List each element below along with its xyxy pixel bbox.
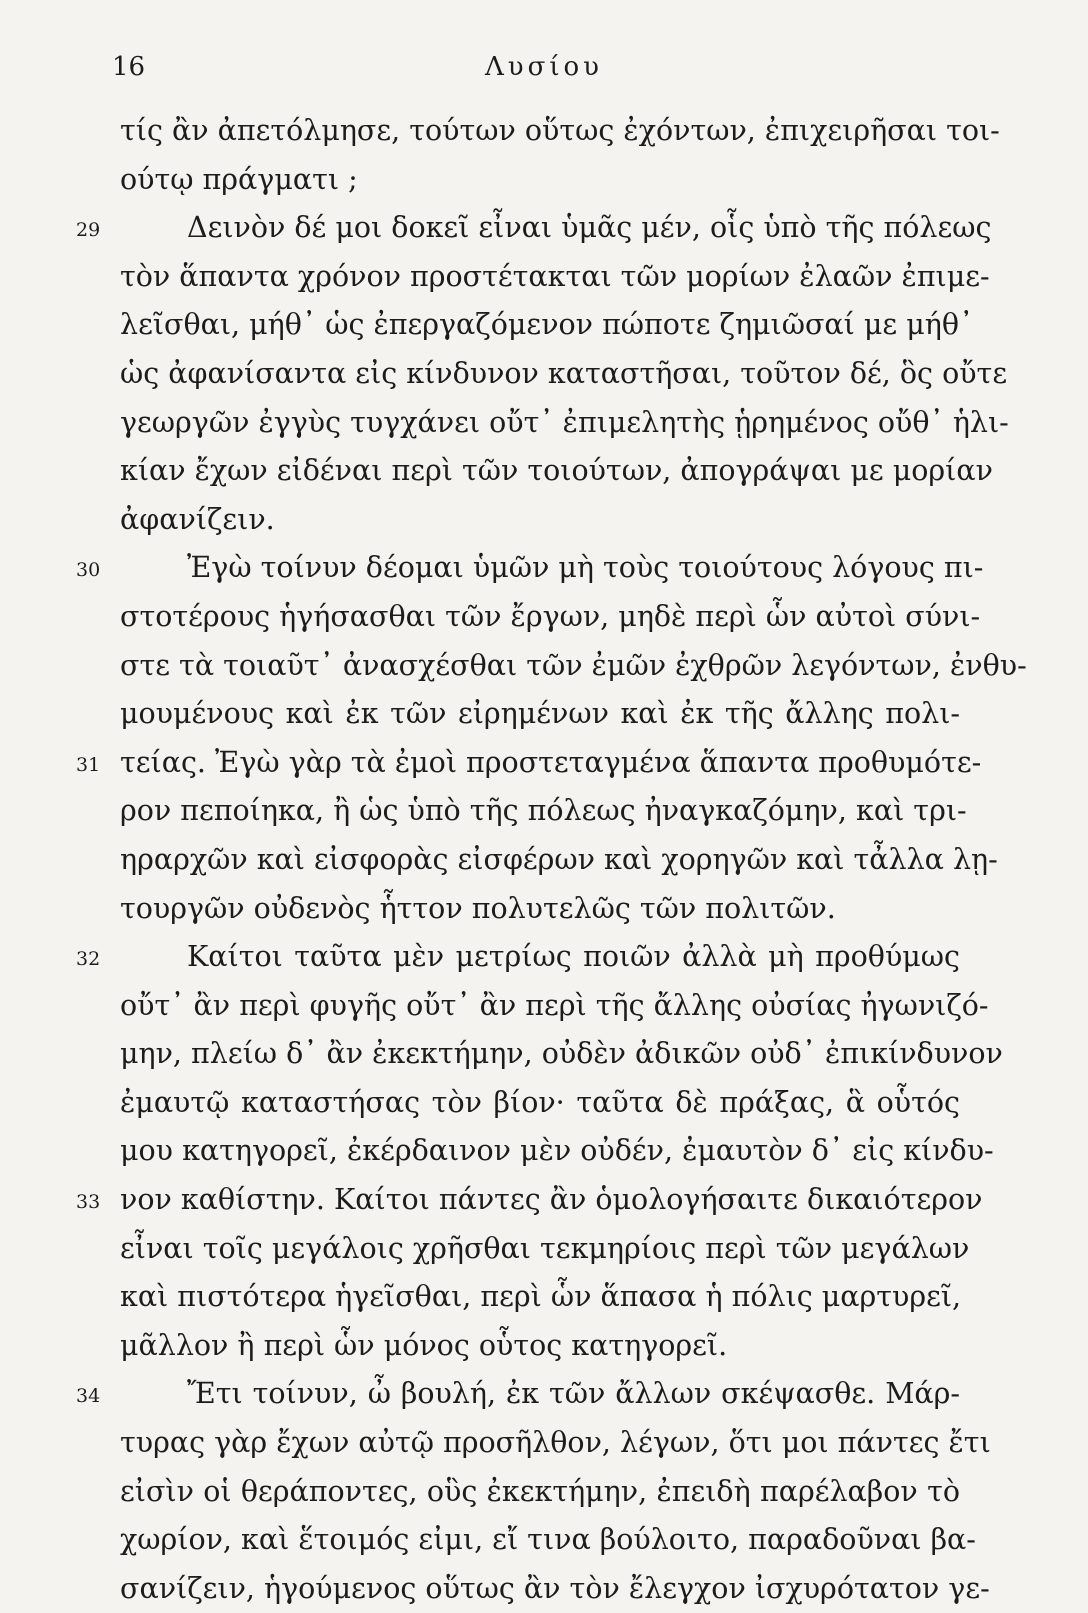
section-number: 34 xyxy=(76,1385,101,1408)
section-number: 29 xyxy=(76,219,101,242)
text-line: τὸν ἅπαντα χρόνον προστέτακται τῶν μορίων ἐλαῶν ἐπιμε- xyxy=(120,259,990,293)
section-number: 30 xyxy=(76,559,101,582)
section-number: 32 xyxy=(76,948,101,971)
text-line: γεωργῶν ἐγγὺς τυγχάνει οὔτ᾽ ἐπιμελητὴς ᾑρημένος οὔθ᾽ ἡλι- xyxy=(120,405,1009,439)
page-number: 16 xyxy=(112,52,146,82)
text-line: 29 Δεινὸν δέ μοι δοκεῖ εἶναι ὑμᾶς μέν, οἷς ὑπὸ τῆς πόλεως xyxy=(120,204,960,253)
text-line: εἶναι τοῖς μεγάλοις χρῆσθαι τεκμηρίοις περὶ τῶν μεγάλων xyxy=(120,1231,970,1265)
text-line: ρον πεποίηκα, ἢ ὡς ὑπὸ τῆς πόλεως ἠναγκαζόμην, καὶ τρι- xyxy=(120,794,967,828)
section-number: 33 xyxy=(76,1191,101,1214)
text-line: λεῖσθαι, μήθ᾽ ὡς ἐπεργαζόμενον πώποτε ζημιῶσαί με μήθ᾽ xyxy=(120,308,974,342)
body-text xyxy=(76,107,1027,1613)
text-line: ηραρχῶν καὶ εἰσφορὰς εἰσφέρων καὶ χορηγῶν καὶ τἆλλα λῃ- xyxy=(120,842,998,876)
running-title: Λυσίου xyxy=(485,52,603,82)
text-line: ὡς ἀφανίσαντα εἰς κίνδυνον καταστῆσαι, τοῦτον δέ, ὃς οὔτε xyxy=(120,356,1008,390)
text-line: 31 τείας. Ἐγὼ γὰρ τὰ ἐμοὶ προστεταγμένα ἅπαντα προθυμότε- xyxy=(120,739,960,788)
text-line: ἀφανίζειν. xyxy=(120,502,275,536)
text-line: τίς ἂν ἀπετόλμησε, τούτων οὕτως ἐχόντων, ἐπιχειρῆσαι τοι- xyxy=(120,114,1000,147)
text-line: 30 Ἐγὼ τοίνυν δέομαι ὑμῶν μὴ τοὺς τοιούτους λόγους πι- xyxy=(120,544,960,593)
text-line: στε τὰ τοιαῦτ᾽ ἀνασχέσθαι τῶν ἐμῶν ἐχθρῶν λεγόντων, ἐνθυ- xyxy=(120,648,1027,682)
text-line: ούτῳ πράγματι ; xyxy=(120,162,358,196)
text-line: μου κατηγορεῖ, ἐκέρδαινον μὲν οὐδέν, ἐμαυτὸν δ᾽ εἰς κίνδυ- xyxy=(120,1134,994,1168)
text-line: τυρας γὰρ ἔχων αὐτῷ προσῆλθον, λέγων, ὅτι μοι πάντες ἔτι xyxy=(120,1426,991,1460)
text-line: ἐμαυτῷ καταστήσας τὸν βίον· ταῦτα δὲ πράξας, ἃ οὗτός xyxy=(120,1085,960,1119)
text-line: χωρίον, καὶ ἕτοιμός εἰμι, εἴ τινα βούλοιτο, παραδοῦναι βα- xyxy=(120,1523,976,1557)
text-line: σανίζειν, ἡγούμενος οὕτως ἂν τὸν ἔλεγχον ἰσχυρότατον γε- xyxy=(120,1571,990,1605)
text-line: μᾶλλον ἢ περὶ ὧν μόνος οὗτος κατηγορεῖ. xyxy=(120,1328,728,1362)
section-number: 31 xyxy=(76,753,101,776)
text-line: οὔτ᾽ ἂν περὶ φυγῆς οὔτ᾽ ἂν περὶ τῆς ἄλλης οὐσίας ἠγωνιζό- xyxy=(120,988,989,1022)
text-line: 32 Καίτοι ταῦτα μὲν μετρίως ποιῶν ἀλλὰ μὴ προθύμως xyxy=(120,933,960,982)
text-line: τουργῶν οὐδενὸς ἧττον πολυτελῶς τῶν πολιτῶν. xyxy=(120,891,836,925)
text-line: 34 Ἔτι τοίνυν, ὦ βουλή, ἐκ τῶν ἄλλων σκέψασθε. Μάρ- xyxy=(120,1370,960,1419)
text-line: στοτέρους ἡγήσασθαι τῶν ἔργων, μηδὲ περὶ ὧν αὐτοὶ σύνι- xyxy=(120,599,981,633)
text-line: μουμένους καὶ ἐκ τῶν εἰρημένων καὶ ἐκ τῆς ἄλλης πολι- xyxy=(120,697,960,731)
text-line: κίαν ἔχων εἰδέναι περὶ τῶν τοιούτων, ἀπογράψαι με μορίαν xyxy=(120,454,993,488)
text-line: 33 νον καθίστην. Καίτοι πάντες ἂν ὁμολογήσαιτε δικαιότερον xyxy=(120,1176,960,1225)
text-line: εἰσὶν οἱ θεράποντες, οὓς ἐκεκτήμην, ἐπειδὴ παρέλαβον τὸ xyxy=(120,1474,960,1508)
text-line: μην, πλείω δ᾽ ἂν ἐκεκτήμην, οὐδὲν ἀδικῶν οὐδ᾽ ἐπικίνδυνον xyxy=(120,1037,1003,1071)
text-line: καὶ πιστότερα ἡγεῖσθαι, περὶ ὧν ἅπασα ἡ πόλις μαρτυρεῖ, xyxy=(120,1280,962,1314)
